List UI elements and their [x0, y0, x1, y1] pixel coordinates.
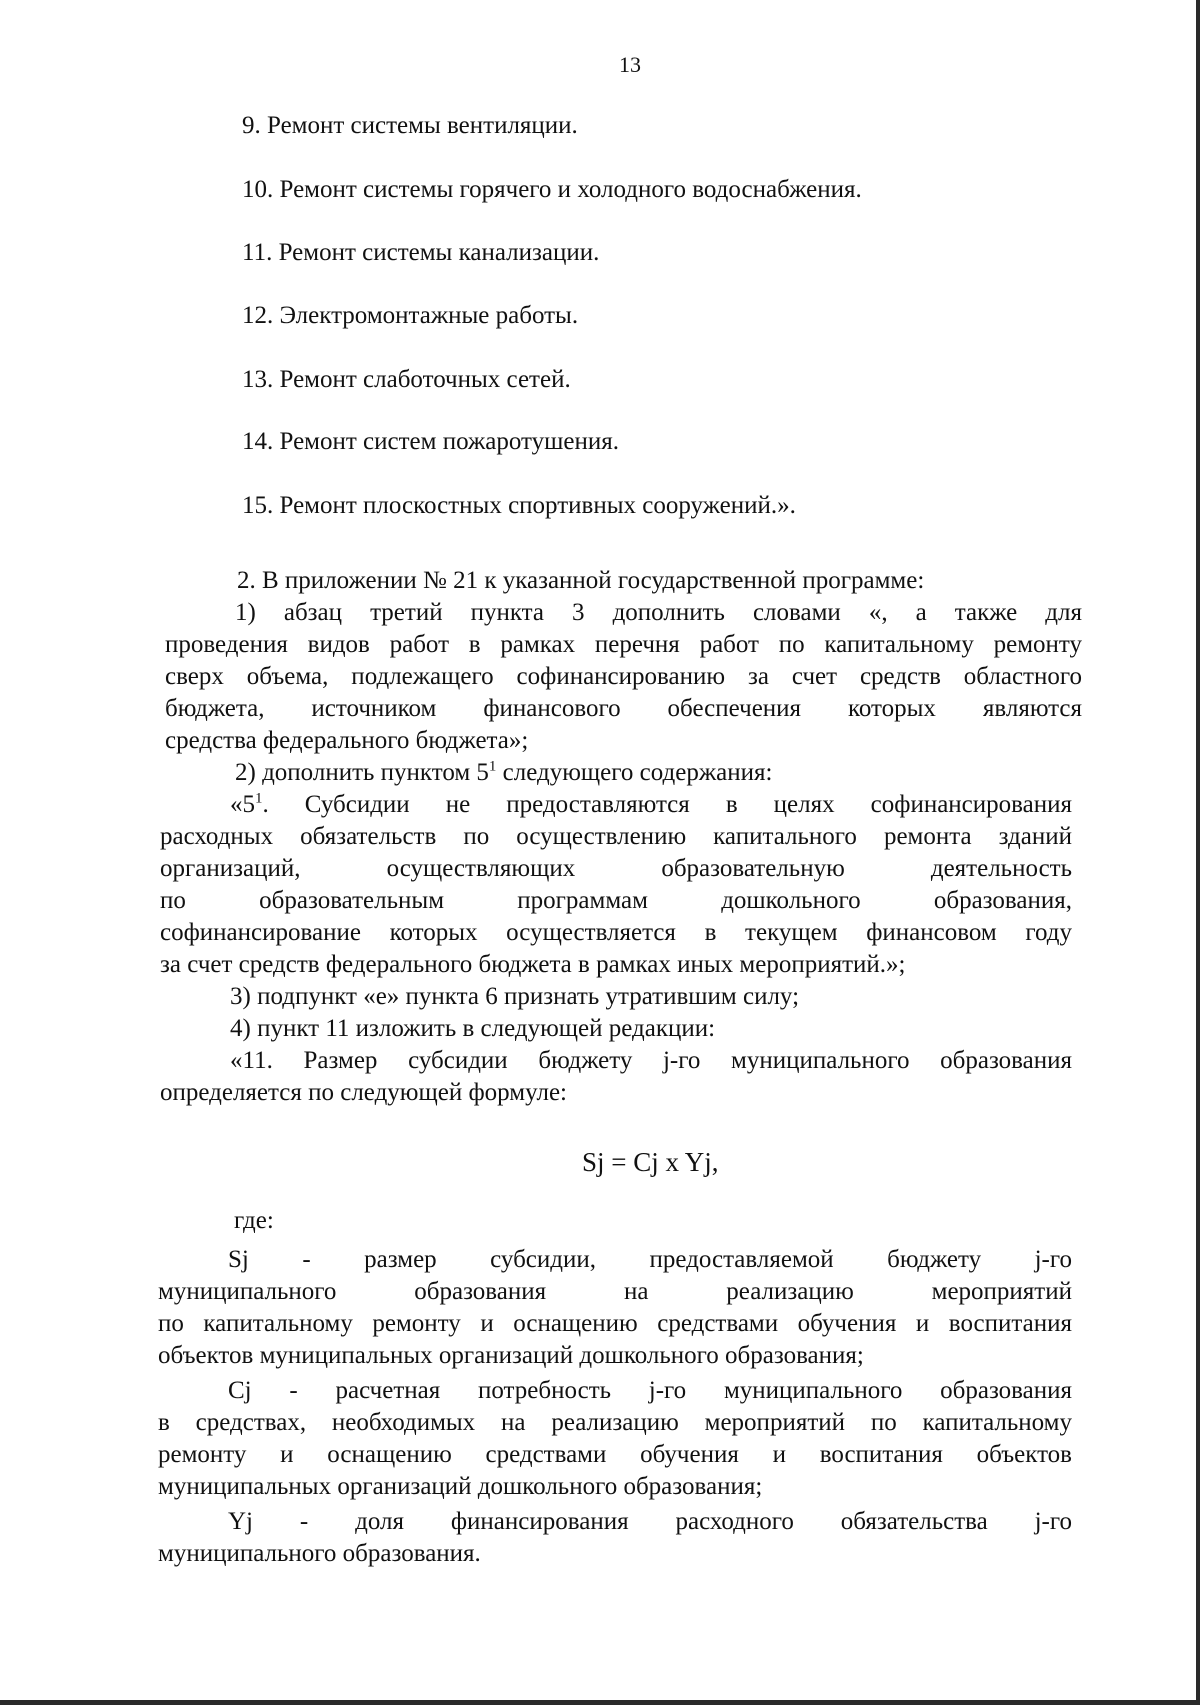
- definition-cj-line: в средствах, необходимых на реализацию мероприятий по капитальному: [158, 1409, 1072, 1436]
- item-1-line: проведения видов работ в рамках перечня работ по капитальному ремонту: [165, 631, 1082, 658]
- quote-line: организаций, осуществляющих образовательную деятельность: [160, 855, 1072, 882]
- item-1-line: бюджета, источником финансового обеспечения которых являются: [165, 695, 1082, 722]
- quote-first-line: [160, 789, 1072, 821]
- definition-cj-line: ремонту и оснащению средствами обучения и воспитания объектов: [158, 1441, 1072, 1468]
- list-item-15: 15. Ремонт плоскостных спортивных сооружений.».: [242, 492, 796, 519]
- page-edge-right: [1196, 0, 1200, 1705]
- definition-yj-line: Yj - доля финансирования расходного обязательства j-го: [228, 1508, 1072, 1535]
- section-2-heading: 2. В приложении № 21 к указанной государственной программе:: [237, 567, 925, 594]
- definition-cj: [158, 1375, 1072, 1503]
- item-11-line: «11. Размер субсидии бюджету j-го муниципального образования: [230, 1047, 1072, 1074]
- quote-first-text: . Субсидии не предоставляются в целях софинансирования: [262, 791, 1072, 818]
- page-number: 13: [619, 52, 641, 77]
- item-4: 4) пункт 11 изложить в следующей редакции:: [230, 1015, 716, 1042]
- definition-cj-line: муниципальных организаций дошкольного образования;: [158, 1473, 763, 1500]
- quote-line: за счет средств федерального бюджета в рамках иных мероприятий.»;: [160, 951, 906, 978]
- definition-sj-line: объектов муниципальных организаций дошкольного образования;: [158, 1342, 864, 1369]
- definition-yj-line: муниципального образования.: [158, 1540, 481, 1567]
- item-1-line: средства федерального бюджета»;: [165, 727, 529, 754]
- item-2-suffix: следующего содержания:: [496, 759, 773, 786]
- quote-line: по образовательным программам дошкольного образования,: [160, 887, 1072, 914]
- definition-sj-line: муниципального образования на реализацию мероприятий: [158, 1278, 1072, 1305]
- quote-5-1: [160, 789, 1072, 1109]
- item-1-line: 1) абзац третий пункта 3 дополнить словами «, а также для: [235, 599, 1082, 626]
- quote-superscript: 1: [255, 790, 263, 807]
- list-item-10: 10. Ремонт системы горячего и холодного водоснабжения.: [242, 176, 862, 203]
- list-item-14: 14. Ремонт систем пожаротушения.: [242, 428, 619, 455]
- definition-sj-line: Sj - размер субсидии, предоставляемой бюджету j-го: [228, 1246, 1072, 1273]
- definition-yj: [158, 1506, 1072, 1570]
- quote-prefix: «5: [230, 791, 255, 818]
- item-2: [165, 757, 1082, 789]
- quote-line: софинансирование которых осуществляется в текущем финансовом году: [160, 919, 1072, 946]
- list-item-13: 13. Ремонт слаботочных сетей.: [242, 366, 571, 393]
- list-item-9: 9. Ремонт системы вентиляции.: [242, 112, 578, 139]
- definition-cj-line: Cj - расчетная потребность j-го муниципального образования: [228, 1377, 1072, 1404]
- definition-sj-line: по капитальному ремонту и оснащению средствами обучения и воспитания: [158, 1310, 1072, 1337]
- definition-sj: [158, 1244, 1072, 1372]
- item-1-line: сверх объема, подлежащего софинансированию за счет средств областного: [165, 663, 1082, 690]
- section-2: [165, 565, 1082, 789]
- page-edge-bottom: [0, 1700, 1200, 1705]
- list-item-12: 12. Электромонтажные работы.: [242, 302, 579, 329]
- where-label: где:: [234, 1207, 274, 1234]
- item-11-line: определяется по следующей формуле:: [160, 1079, 568, 1106]
- formula: Sj = Cj x Yj,: [582, 1147, 719, 1177]
- item-2-prefix: 2) дополнить пунктом 5: [235, 759, 489, 786]
- list-item-11: 11. Ремонт системы канализации.: [242, 239, 600, 266]
- item-3: 3) подпункт «е» пункта 6 признать утратившим силу;: [230, 983, 800, 1010]
- item-2-superscript: 1: [488, 758, 497, 775]
- quote-line: расходных обязательств по осуществлению капитального ремонта зданий: [160, 823, 1072, 850]
